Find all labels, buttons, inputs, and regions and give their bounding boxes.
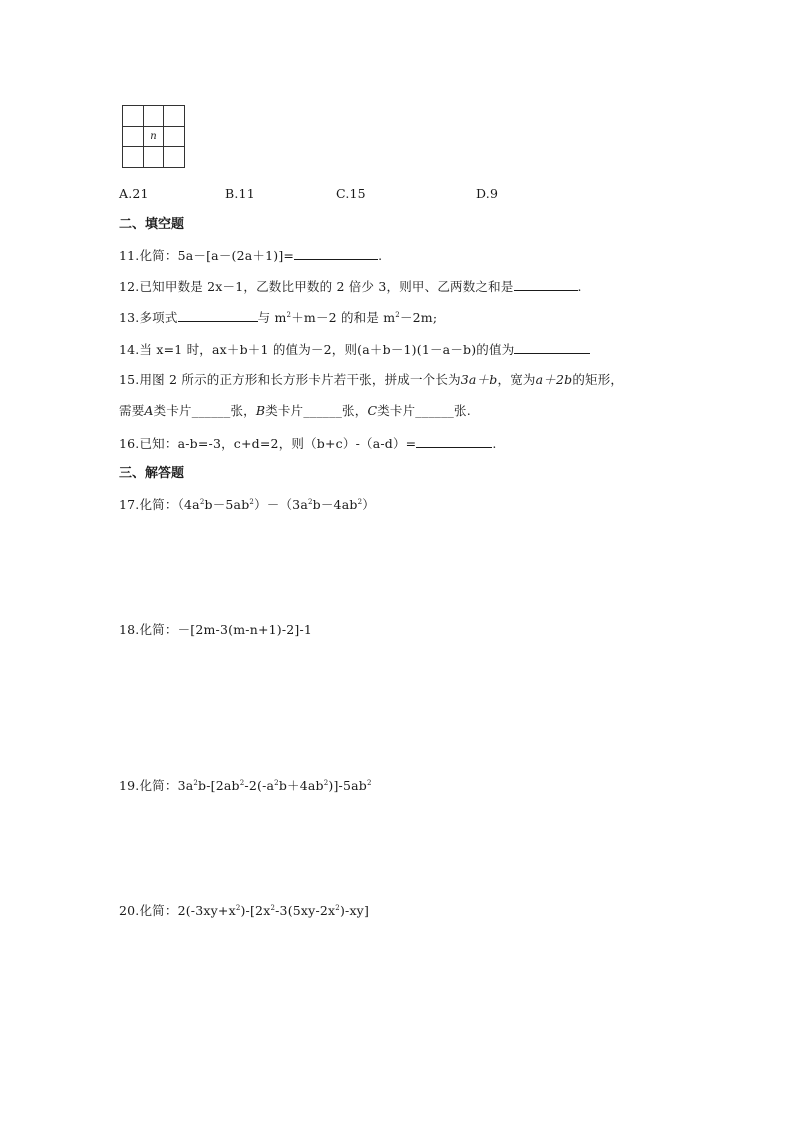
question-15-part: 类卡片______张， xyxy=(153,403,256,418)
superscript: 2 xyxy=(193,779,199,787)
superscript: 2 xyxy=(286,311,292,319)
question-11-text: 11.化简：5a－[a－(2a＋1)]= xyxy=(119,248,295,263)
answer-blank[interactable] xyxy=(514,278,578,291)
grid-cell xyxy=(164,147,185,168)
answer-blank[interactable] xyxy=(294,247,378,260)
grid-cell xyxy=(144,106,165,127)
superscript: 2 xyxy=(357,498,363,506)
question-17-part: ）－（3a xyxy=(254,497,308,512)
superscript: 2 xyxy=(270,904,276,912)
question-15-line-2 xyxy=(119,403,471,419)
question-13-part: －2m; xyxy=(399,310,438,325)
choice-b: B.11 xyxy=(225,186,255,201)
answer-blank[interactable] xyxy=(514,341,590,354)
question-16-end: . xyxy=(492,436,497,451)
question-11 xyxy=(119,247,382,264)
card-label-a: A xyxy=(144,403,154,418)
superscript: 2 xyxy=(239,779,245,787)
question-15-part: 需要 xyxy=(119,403,145,418)
grid-cell xyxy=(164,127,185,148)
choice-c: C.15 xyxy=(336,186,366,201)
question-15-part: 类卡片______张， xyxy=(265,403,368,418)
grid-cell xyxy=(123,127,144,148)
section-heading-solve: 三、解答题 xyxy=(119,466,185,481)
superscript: 2 xyxy=(366,779,372,787)
grid-cell-center: n xyxy=(144,127,165,148)
question-11-end: . xyxy=(378,248,383,263)
question-18: 18.化简：－[2m-3(m-n+1)-2]-1 xyxy=(119,622,313,637)
question-14 xyxy=(119,341,590,358)
question-15-part: 类卡片______张. xyxy=(377,403,471,418)
question-20-part: -3(5xy-2x xyxy=(275,903,336,918)
question-19-part: b-[2ab xyxy=(198,778,240,793)
question-20-part: )-xy] xyxy=(339,903,370,918)
question-13-part: ＋m－2 的和是 m xyxy=(291,310,396,325)
grid-cell xyxy=(164,106,185,127)
superscript: 2 xyxy=(395,311,400,319)
question-12 xyxy=(119,278,582,295)
question-13-part: 与 m xyxy=(257,310,287,325)
question-15-part: 的矩形， xyxy=(572,372,624,387)
superscript: 2 xyxy=(249,498,255,506)
grid-figure xyxy=(122,105,185,168)
card-label-c: C xyxy=(367,403,378,418)
question-17-part: b－4ab xyxy=(312,497,358,512)
question-12-text: 12.已知甲数是 2x－1，乙数比甲数的 2 倍少 3，则甲、乙两数之和是 xyxy=(119,279,514,294)
question-15-part: 15.用图 2 所示的正方形和长方形卡片若干张，拼成一个长为 xyxy=(119,372,461,387)
grid-cell xyxy=(144,147,165,168)
question-17-part: ） xyxy=(362,497,375,512)
question-15-part: ，宽为 xyxy=(497,372,536,387)
question-13 xyxy=(119,309,437,326)
question-13-part: 13.多项式 xyxy=(119,310,178,325)
math-expression: 3a＋b xyxy=(460,372,498,387)
question-19-part: b＋4ab xyxy=(278,778,324,793)
question-19-part: 19.化简：3a xyxy=(119,778,194,793)
choice-d: D.9 xyxy=(476,186,499,201)
superscript: 2 xyxy=(323,779,329,787)
question-16-text: 16.已知：a-b=-3，c+d=2，则（b+c）-（a-d）= xyxy=(119,436,417,451)
question-17 xyxy=(119,497,375,513)
superscript: 2 xyxy=(335,904,340,912)
grid-cell xyxy=(123,106,144,127)
card-label-b: B xyxy=(255,403,266,418)
question-16 xyxy=(119,435,497,452)
superscript: 2 xyxy=(274,779,279,787)
grid-cell xyxy=(123,147,144,168)
answer-blank[interactable] xyxy=(416,435,492,448)
section-heading-fill-blank: 二、填空题 xyxy=(119,217,185,232)
superscript: 2 xyxy=(235,904,241,912)
superscript: 2 xyxy=(307,498,313,506)
choice-a: A.21 xyxy=(119,186,149,201)
question-14-text: 14.当 x=1 时，ax＋b＋1 的值为－2，则(a＋b－1)(1－a－b)的值为 xyxy=(119,342,515,357)
question-19-part: -2(-a xyxy=(244,778,275,793)
superscript: 2 xyxy=(199,498,205,506)
question-19-part: )]-5ab xyxy=(328,778,367,793)
question-15-line-1 xyxy=(119,372,623,388)
question-20-part: 20.化简：2(-3xy+x xyxy=(119,903,236,918)
question-20-part: )-[2x xyxy=(240,903,271,918)
question-12-end: . xyxy=(577,279,582,294)
question-17-part: 17.化简：（4a xyxy=(119,497,200,512)
answer-blank[interactable] xyxy=(178,309,258,322)
math-expression: a＋2b xyxy=(535,372,573,387)
question-20 xyxy=(119,903,369,919)
question-19 xyxy=(119,778,372,794)
question-17-part: b－5ab xyxy=(204,497,250,512)
